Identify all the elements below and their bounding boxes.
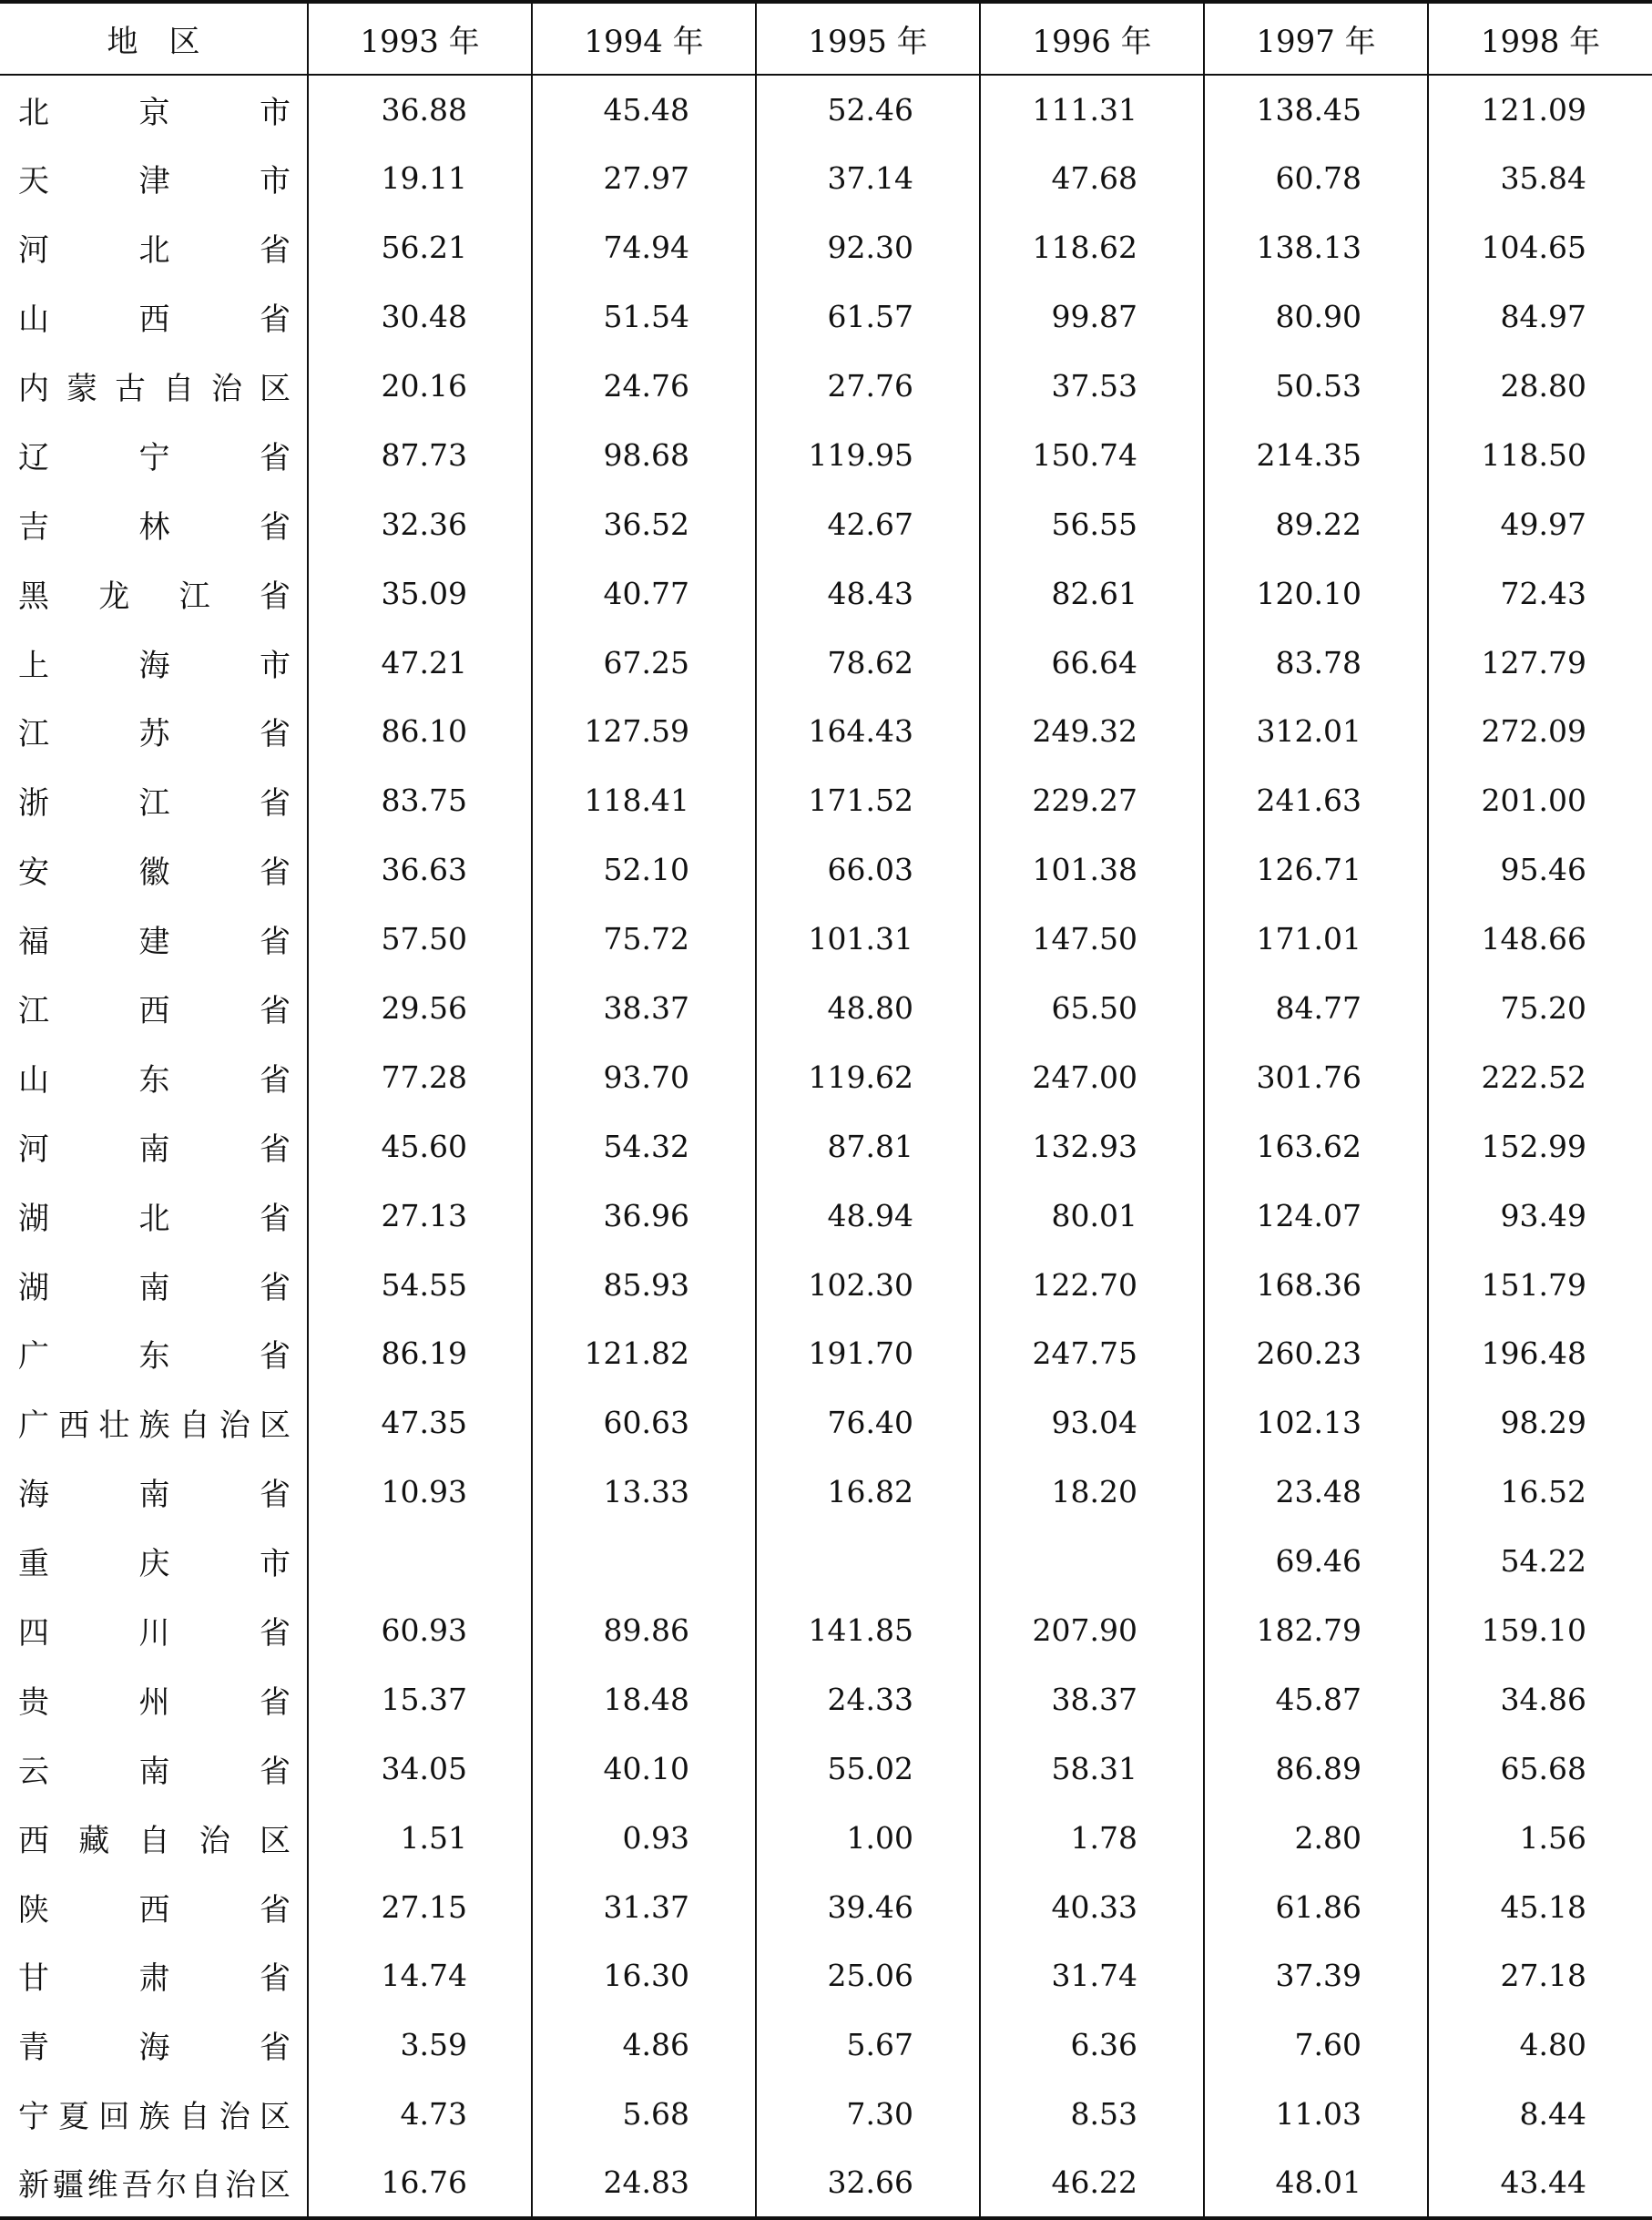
- table-row: [0, 2080, 1652, 2149]
- value-cell: 80.90: [1204, 282, 1428, 352]
- value-cell: 118.50: [1428, 420, 1652, 489]
- value-cell: 1.78: [980, 1803, 1204, 1872]
- value-cell: 207.90: [980, 1596, 1204, 1665]
- value-cell: 25.06: [756, 1941, 980, 2010]
- value-cell: 4.73: [308, 2080, 532, 2149]
- value-cell: 72.43: [1428, 558, 1652, 628]
- value-cell: 93.04: [980, 1388, 1204, 1458]
- value-cell: 163.62: [1204, 1111, 1428, 1181]
- value-cell: 148.66: [1428, 905, 1652, 974]
- region-cell: [0, 1319, 308, 1388]
- value-cell: 69.46: [1204, 1527, 1428, 1596]
- value-cell: 147.50: [980, 905, 1204, 974]
- region-name: 宁 夏 回 族 自 治 区: [18, 2099, 291, 2136]
- value-cell: 98.68: [532, 420, 756, 489]
- value-cell: 45.48: [532, 75, 756, 144]
- value-cell: 47.68: [980, 144, 1204, 213]
- region-cell: [0, 2010, 308, 2080]
- value-cell: 38.37: [980, 1664, 1204, 1734]
- value-cell: 46.22: [980, 2149, 1204, 2218]
- value-cell: 32.36: [308, 489, 532, 558]
- region-cell: [0, 1734, 308, 1803]
- value-cell: 40.77: [532, 558, 756, 628]
- value-cell: 121.82: [532, 1319, 756, 1388]
- region-name: 吉 林 省: [18, 508, 291, 546]
- value-cell: 60.63: [532, 1388, 756, 1458]
- table-row: [0, 558, 1652, 628]
- table-row: [0, 352, 1652, 421]
- value-cell: 36.52: [532, 489, 756, 558]
- value-cell: 5.67: [756, 2010, 980, 2080]
- value-cell: 27.97: [532, 144, 756, 213]
- region-cell: [0, 352, 308, 421]
- value-cell: 4.80: [1428, 2010, 1652, 2080]
- value-cell: 118.62: [980, 213, 1204, 282]
- table-row: [0, 282, 1652, 352]
- value-cell: 37.14: [756, 144, 980, 213]
- value-cell: 89.22: [1204, 489, 1428, 558]
- value-cell: 45.18: [1428, 1872, 1652, 1941]
- table-row: [0, 1388, 1652, 1458]
- region-name: 山 东 省: [18, 1061, 291, 1099]
- region-cell: [0, 1596, 308, 1665]
- value-cell: 55.02: [756, 1734, 980, 1803]
- value-cell: 47.21: [308, 628, 532, 697]
- value-cell: 54.32: [532, 1111, 756, 1181]
- value-cell: 48.01: [1204, 2149, 1428, 2218]
- table-row: [0, 2149, 1652, 2218]
- region-name: 安 徽 省: [18, 854, 291, 892]
- region-cell: [0, 420, 308, 489]
- value-cell: 31.74: [980, 1941, 1204, 2010]
- region-name: 湖 北 省: [18, 1200, 291, 1237]
- value-cell: 191.70: [756, 1319, 980, 1388]
- value-cell: 27.76: [756, 352, 980, 421]
- value-cell: 60.93: [308, 1596, 532, 1665]
- region-cell: [0, 1250, 308, 1319]
- value-cell: 45.87: [1204, 1664, 1428, 1734]
- value-cell: 57.50: [308, 905, 532, 974]
- value-cell: 122.70: [980, 1250, 1204, 1319]
- value-cell: 83.75: [308, 766, 532, 835]
- region-name: 西 藏 自 治 区: [18, 1822, 291, 1859]
- value-cell: 61.86: [1204, 1872, 1428, 1941]
- value-cell: 86.89: [1204, 1734, 1428, 1803]
- value-cell: 4.86: [532, 2010, 756, 2080]
- region-name: 天 津 市: [18, 163, 291, 200]
- value-cell: 65.50: [980, 974, 1204, 1043]
- value-cell: 171.52: [756, 766, 980, 835]
- value-cell: 87.73: [308, 420, 532, 489]
- region-cell: [0, 1941, 308, 2010]
- value-cell: 18.48: [532, 1664, 756, 1734]
- value-cell: 124.07: [1204, 1181, 1428, 1250]
- value-cell: 16.30: [532, 1941, 756, 2010]
- value-cell: 127.79: [1428, 628, 1652, 697]
- value-cell: 54.55: [308, 1250, 532, 1319]
- value-cell: 85.93: [532, 1250, 756, 1319]
- region-cell: [0, 1664, 308, 1734]
- table-row: [0, 1872, 1652, 1941]
- value-cell: 7.30: [756, 2080, 980, 2149]
- table-row: [0, 489, 1652, 558]
- region-cell: [0, 697, 308, 766]
- value-cell: 16.52: [1428, 1458, 1652, 1527]
- value-cell: 104.65: [1428, 213, 1652, 282]
- value-cell: 171.01: [1204, 905, 1428, 974]
- value-cell: 92.30: [756, 213, 980, 282]
- value-cell: 83.78: [1204, 628, 1428, 697]
- region-name: 新 疆 维 吾 尔 自 治 区: [18, 2167, 291, 2205]
- value-cell: 150.74: [980, 420, 1204, 489]
- value-cell: 24.33: [756, 1664, 980, 1734]
- table-row: [0, 766, 1652, 835]
- value-cell: 0.93: [532, 1803, 756, 1872]
- value-cell: 11.03: [1204, 2080, 1428, 2149]
- value-cell: 196.48: [1428, 1319, 1652, 1388]
- table-row: [0, 1250, 1652, 1319]
- region-name: 贵 州 省: [18, 1683, 291, 1721]
- region-name: 重 庆 市: [18, 1546, 291, 1583]
- value-cell: 27.13: [308, 1181, 532, 1250]
- value-cell: 249.32: [980, 697, 1204, 766]
- value-cell: 14.74: [308, 1941, 532, 2010]
- value-cell: [980, 1527, 1204, 1596]
- value-cell: 60.78: [1204, 144, 1428, 213]
- value-cell: 58.31: [980, 1734, 1204, 1803]
- table-row: [0, 835, 1652, 905]
- table-row: [0, 1596, 1652, 1665]
- value-cell: 20.16: [308, 352, 532, 421]
- region-name: 山 西 省: [18, 302, 291, 339]
- value-cell: 119.62: [756, 1042, 980, 1111]
- value-cell: 119.95: [756, 420, 980, 489]
- table-row: [0, 628, 1652, 697]
- value-cell: 75.20: [1428, 974, 1652, 1043]
- region-name: 陕 西 省: [18, 1891, 291, 1928]
- value-cell: 111.31: [980, 75, 1204, 144]
- region-cell: [0, 974, 308, 1043]
- value-cell: 15.37: [308, 1664, 532, 1734]
- header-year-1993: 1993 年: [308, 2, 532, 75]
- value-cell: 132.93: [980, 1111, 1204, 1181]
- value-cell: 51.54: [532, 282, 756, 352]
- region-cell: [0, 75, 308, 144]
- value-cell: 76.40: [756, 1388, 980, 1458]
- region-name: 内 蒙 古 自 治 区: [18, 371, 291, 407]
- region-name: 上 海 市: [18, 647, 291, 684]
- value-cell: 89.86: [532, 1596, 756, 1665]
- region-name: 江 苏 省: [18, 716, 291, 753]
- value-cell: 80.01: [980, 1181, 1204, 1250]
- value-cell: 101.31: [756, 905, 980, 974]
- value-cell: 247.75: [980, 1319, 1204, 1388]
- region-name: 广 西 壮 族 自 治 区: [18, 1407, 291, 1445]
- value-cell: 93.70: [532, 1042, 756, 1111]
- value-cell: 84.97: [1428, 282, 1652, 352]
- value-cell: 98.29: [1428, 1388, 1652, 1458]
- region-cell: [0, 213, 308, 282]
- value-cell: 40.33: [980, 1872, 1204, 1941]
- value-cell: 86.10: [308, 697, 532, 766]
- value-cell: 126.71: [1204, 835, 1428, 905]
- value-cell: 182.79: [1204, 1596, 1428, 1665]
- value-cell: 75.72: [532, 905, 756, 974]
- value-cell: 66.03: [756, 835, 980, 905]
- value-cell: 56.21: [308, 213, 532, 282]
- table-row: [0, 420, 1652, 489]
- value-cell: 1.51: [308, 1803, 532, 1872]
- value-cell: 138.13: [1204, 213, 1428, 282]
- region-name: 北 京 市: [18, 94, 291, 131]
- table-row: [0, 905, 1652, 974]
- region-cell: [0, 2080, 308, 2149]
- value-cell: 152.99: [1428, 1111, 1652, 1181]
- header-year-1994: 1994 年: [532, 2, 756, 75]
- value-cell: 102.13: [1204, 1388, 1428, 1458]
- value-cell: 48.80: [756, 974, 980, 1043]
- value-cell: 31.37: [532, 1872, 756, 1941]
- value-cell: 36.63: [308, 835, 532, 905]
- value-cell: 2.80: [1204, 1803, 1428, 1872]
- table-row: [0, 1458, 1652, 1527]
- value-cell: 84.77: [1204, 974, 1428, 1043]
- value-cell: 121.09: [1428, 75, 1652, 144]
- region-name: 海 南 省: [18, 1477, 291, 1514]
- table-row: [0, 974, 1652, 1043]
- region-name: 辽 宁 省: [18, 439, 291, 476]
- region-name: 甘 肃 省: [18, 1960, 291, 1998]
- header-year-1997: 1997 年: [1204, 2, 1428, 75]
- value-cell: 34.86: [1428, 1664, 1652, 1734]
- value-cell: 40.10: [532, 1734, 756, 1803]
- value-cell: 42.67: [756, 489, 980, 558]
- value-cell: 151.79: [1428, 1250, 1652, 1319]
- value-cell: 1.00: [756, 1803, 980, 1872]
- region-name: 浙 江 省: [18, 785, 291, 823]
- table-row: [0, 1319, 1652, 1388]
- table-row: [0, 213, 1652, 282]
- region-name: 江 西 省: [18, 993, 291, 1030]
- table-body: [0, 75, 1652, 2218]
- value-cell: 24.76: [532, 352, 756, 421]
- region-cell: [0, 1803, 308, 1872]
- value-cell: 50.53: [1204, 352, 1428, 421]
- value-cell: 99.87: [980, 282, 1204, 352]
- header-year-1995: 1995 年: [756, 2, 980, 75]
- value-cell: 23.48: [1204, 1458, 1428, 1527]
- value-cell: 138.45: [1204, 75, 1428, 144]
- value-cell: 48.94: [756, 1181, 980, 1250]
- value-cell: 127.59: [532, 697, 756, 766]
- value-cell: 6.36: [980, 2010, 1204, 2080]
- value-cell: 35.09: [308, 558, 532, 628]
- value-cell: 30.48: [308, 282, 532, 352]
- value-cell: 10.93: [308, 1458, 532, 1527]
- value-cell: 37.53: [980, 352, 1204, 421]
- table-row: [0, 697, 1652, 766]
- value-cell: 87.81: [756, 1111, 980, 1181]
- value-cell: [532, 1527, 756, 1596]
- value-cell: 301.76: [1204, 1042, 1428, 1111]
- value-cell: 102.30: [756, 1250, 980, 1319]
- region-name: 黑 龙 江 省: [18, 578, 291, 615]
- header-year-1996: 1996 年: [980, 2, 1204, 75]
- region-cell: [0, 489, 308, 558]
- region-cell: [0, 1111, 308, 1181]
- value-cell: 201.00: [1428, 766, 1652, 835]
- value-cell: 5.68: [532, 2080, 756, 2149]
- header-row: [0, 2, 1652, 75]
- value-cell: 7.60: [1204, 2010, 1428, 2080]
- region-cell: [0, 835, 308, 905]
- value-cell: 101.38: [980, 835, 1204, 905]
- value-cell: 19.11: [308, 144, 532, 213]
- table-row: [0, 2010, 1652, 2080]
- region-cell: [0, 558, 308, 628]
- table-row: [0, 1941, 1652, 2010]
- table-row: [0, 1803, 1652, 1872]
- region-cell: [0, 766, 308, 835]
- value-cell: 43.44: [1428, 2149, 1652, 2218]
- value-cell: 159.10: [1428, 1596, 1652, 1665]
- value-cell: 16.82: [756, 1458, 980, 1527]
- value-cell: 27.15: [308, 1872, 532, 1941]
- table-row: [0, 75, 1652, 144]
- value-cell: 74.94: [532, 213, 756, 282]
- region-name: 广 东 省: [18, 1338, 291, 1376]
- value-cell: 27.18: [1428, 1941, 1652, 2010]
- region-cell: [0, 1872, 308, 1941]
- value-cell: 3.59: [308, 2010, 532, 2080]
- table-row: [0, 1734, 1652, 1803]
- value-cell: 18.20: [980, 1458, 1204, 1527]
- value-cell: 82.61: [980, 558, 1204, 628]
- value-cell: 48.43: [756, 558, 980, 628]
- table-row: [0, 1527, 1652, 1596]
- value-cell: 54.22: [1428, 1527, 1652, 1596]
- value-cell: 312.01: [1204, 697, 1428, 766]
- value-cell: 36.88: [308, 75, 532, 144]
- value-cell: 8.44: [1428, 2080, 1652, 2149]
- region-cell: [0, 1181, 308, 1250]
- value-cell: 95.46: [1428, 835, 1652, 905]
- region-name: 河 南 省: [18, 1130, 291, 1168]
- region-name: 福 建 省: [18, 924, 291, 961]
- value-cell: 93.49: [1428, 1181, 1652, 1250]
- region-name: 四 川 省: [18, 1615, 291, 1652]
- value-cell: 66.64: [980, 628, 1204, 697]
- value-cell: 164.43: [756, 697, 980, 766]
- header-region: 地 区: [0, 2, 308, 75]
- region-name: 湖 南 省: [18, 1269, 291, 1306]
- table-row: [0, 1181, 1652, 1250]
- value-cell: 34.05: [308, 1734, 532, 1803]
- region-cell: [0, 1042, 308, 1111]
- value-cell: 120.10: [1204, 558, 1428, 628]
- value-cell: 168.36: [1204, 1250, 1428, 1319]
- value-cell: 24.83: [532, 2149, 756, 2218]
- value-cell: 38.37: [532, 974, 756, 1043]
- value-cell: 1.56: [1428, 1803, 1652, 1872]
- value-cell: 16.76: [308, 2149, 532, 2218]
- region-cell: [0, 282, 308, 352]
- value-cell: 67.25: [532, 628, 756, 697]
- value-cell: 39.46: [756, 1872, 980, 1941]
- value-cell: 28.80: [1428, 352, 1652, 421]
- table-row: [0, 1111, 1652, 1181]
- header-year-1998: 1998 年: [1428, 2, 1652, 75]
- value-cell: 49.97: [1428, 489, 1652, 558]
- value-cell: 47.35: [308, 1388, 532, 1458]
- value-cell: 141.85: [756, 1596, 980, 1665]
- value-cell: 32.66: [756, 2149, 980, 2218]
- value-cell: 61.57: [756, 282, 980, 352]
- value-cell: 77.28: [308, 1042, 532, 1111]
- value-cell: 52.10: [532, 835, 756, 905]
- region-cell: [0, 905, 308, 974]
- region-cell: [0, 1527, 308, 1596]
- region-cell: [0, 2149, 308, 2218]
- region-cell: [0, 144, 308, 213]
- region-name: 青 海 省: [18, 2030, 291, 2067]
- value-cell: 247.00: [980, 1042, 1204, 1111]
- value-cell: 45.60: [308, 1111, 532, 1181]
- value-cell: 214.35: [1204, 420, 1428, 489]
- value-cell: 118.41: [532, 766, 756, 835]
- value-cell: 56.55: [980, 489, 1204, 558]
- value-cell: 52.46: [756, 75, 980, 144]
- value-cell: 78.62: [756, 628, 980, 697]
- value-cell: 241.63: [1204, 766, 1428, 835]
- value-cell: 13.33: [532, 1458, 756, 1527]
- table-row: [0, 1042, 1652, 1111]
- table-row: [0, 1664, 1652, 1734]
- value-cell: [308, 1527, 532, 1596]
- value-cell: 229.27: [980, 766, 1204, 835]
- region-name: 河 北 省: [18, 232, 291, 270]
- value-cell: 37.39: [1204, 1941, 1428, 2010]
- value-cell: 35.84: [1428, 144, 1652, 213]
- value-cell: 86.19: [308, 1319, 532, 1388]
- value-cell: 260.23: [1204, 1319, 1428, 1388]
- region-cell: [0, 1458, 308, 1527]
- value-cell: 8.53: [980, 2080, 1204, 2149]
- region-cell: [0, 628, 308, 697]
- value-cell: 29.56: [308, 974, 532, 1043]
- value-cell: 36.96: [532, 1181, 756, 1250]
- region-cell: [0, 1388, 308, 1458]
- value-cell: [756, 1527, 980, 1596]
- table-row: [0, 144, 1652, 213]
- value-cell: 65.68: [1428, 1734, 1652, 1803]
- value-cell: 272.09: [1428, 697, 1652, 766]
- value-cell: 222.52: [1428, 1042, 1652, 1111]
- region-name: 云 南 省: [18, 1753, 291, 1790]
